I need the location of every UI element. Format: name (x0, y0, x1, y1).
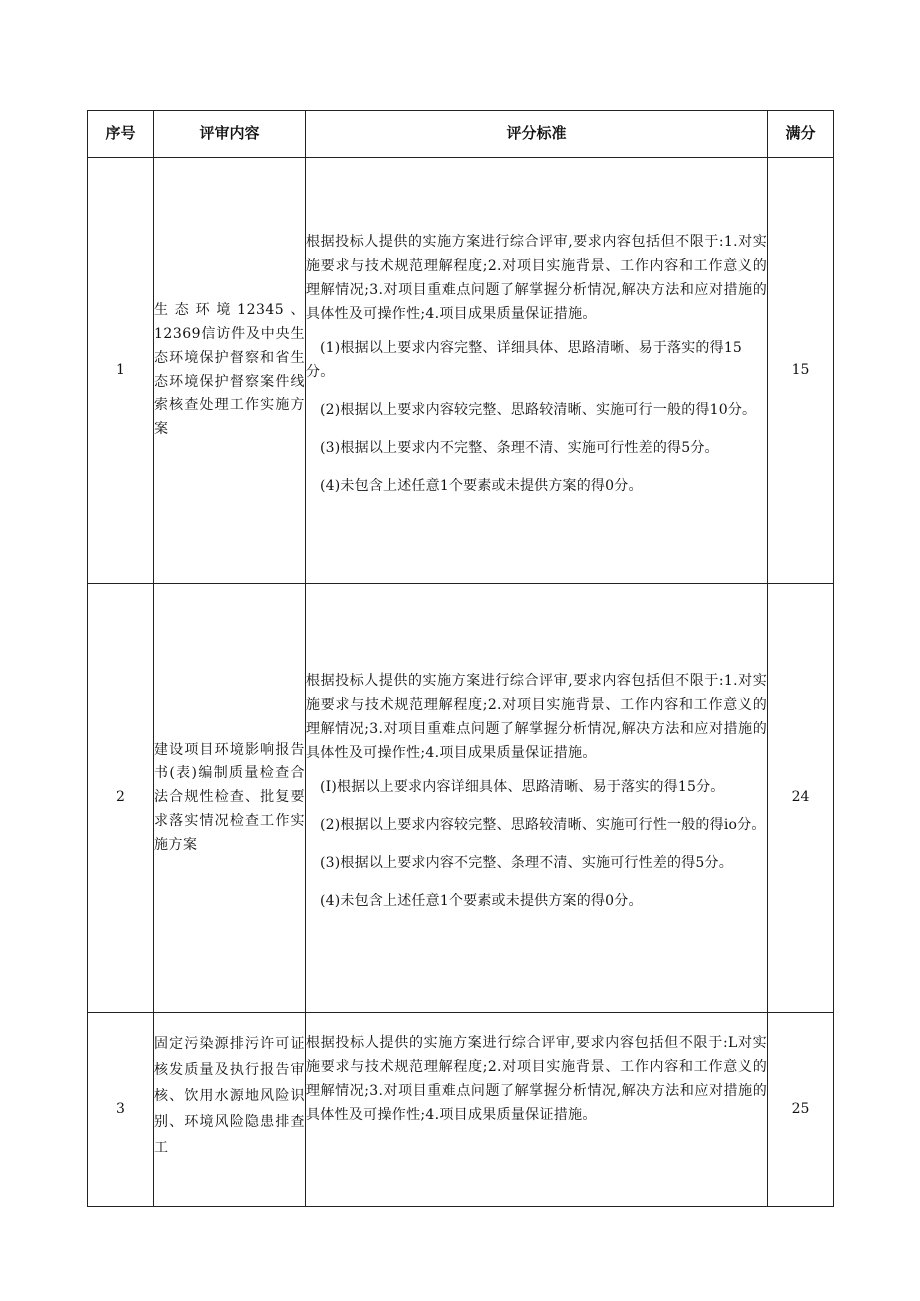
criteria-item: (2)根据以上要求内容较完整、思路较清晰、实施可行一般的得10分。 (320, 401, 757, 418)
review-content: 固定污染源排污许可证核发质量及执行报告审核、饮用水源地风险识别、环境风险隐患排查工 (154, 1013, 306, 1207)
row-number: 3 (88, 1013, 154, 1207)
criteria-item: (2)根据以上要求内容较完整、思路较清晰、实施可行性一般的得io分。 (320, 817, 766, 833)
row-number: 1 (88, 158, 154, 584)
criteria-intro: 根据投标人提供的实施方案进行综合评审,要求内容包括但不限于:L对实施要求与技术规范理解程度;2.对项目实施背景、工作内容和工作意义的理解情况;3.对项目重难点问题了解掌握分析情况,解决方法和应对措施的具体性及可操作性;4.项目成果质量保证措施。 (306, 1035, 767, 1123)
scoring-criteria (306, 158, 768, 584)
full-score: 25 (768, 1013, 834, 1207)
header-row (88, 111, 834, 158)
header-item: 评审内容 (154, 111, 306, 158)
scoring-table (87, 110, 834, 1207)
criteria-item: (I)根据以上要求内容详细具体、思路清晰、易于落实的得15分。 (320, 779, 725, 795)
criteria-item: (3)根据以上要求内容不完整、条理不清、实施可行性差的得5分。 (320, 855, 733, 871)
table-row (88, 1013, 834, 1207)
criteria-item: (3)根据以上要求内不完整、条理不清、实施可行性差的得5分。 (320, 439, 719, 456)
review-content: 建设项目环境影响报告书(表)编制质量检查合法合规性检查、批复要求落实情况检查工作实施方案 (154, 584, 306, 1013)
table-row (88, 584, 834, 1013)
header-criteria: 评分标准 (306, 111, 768, 158)
criteria-item: (1)根据以上要求内容完整、详细具体、思路清晰、易于落实的得15分。 (306, 339, 743, 380)
review-content: 生态环境12345、12369信访件及中央生态环境保护督察和省生态环境保护督察案件线索核查处理工作实施方案 (154, 158, 306, 584)
row-number: 2 (88, 584, 154, 1013)
header-no: 序号 (88, 111, 154, 158)
full-score: 15 (768, 158, 834, 584)
criteria-intro: 根据投标人提供的实施方案进行综合评审,要求内容包括但不限于:1.对实施要求与技术规范理解程度;2.对项目实施背景、工作内容和工作意义的理解情况;3.对项目重难点问题了解掌握分析情况,解决方法和应对措施的具体性及可操作性;4.项目成果质量保证措施。 (306, 673, 767, 761)
header-score: 满分 (768, 111, 834, 158)
scoring-criteria (306, 584, 768, 1013)
criteria-item: (4)未包含上述任意1个要素或未提供方案的得0分。 (320, 893, 643, 909)
full-score: 24 (768, 584, 834, 1013)
criteria-intro: 根据投标人提供的实施方案进行综合评审,要求内容包括但不限于:1.对实施要求与技术规范理解程度;2.对项目实施背景、工作内容和工作意义的理解情况;3.对项目重难点问题了解掌握分析情况,解决方法和应对措施的具体性及可操作性;4.项目成果质量保证措施。 (306, 233, 767, 322)
scoring-criteria (306, 1013, 768, 1207)
criteria-item: (4)未包含上述任意1个要素或未提供方案的得0分。 (320, 477, 643, 494)
table-row (88, 158, 834, 584)
